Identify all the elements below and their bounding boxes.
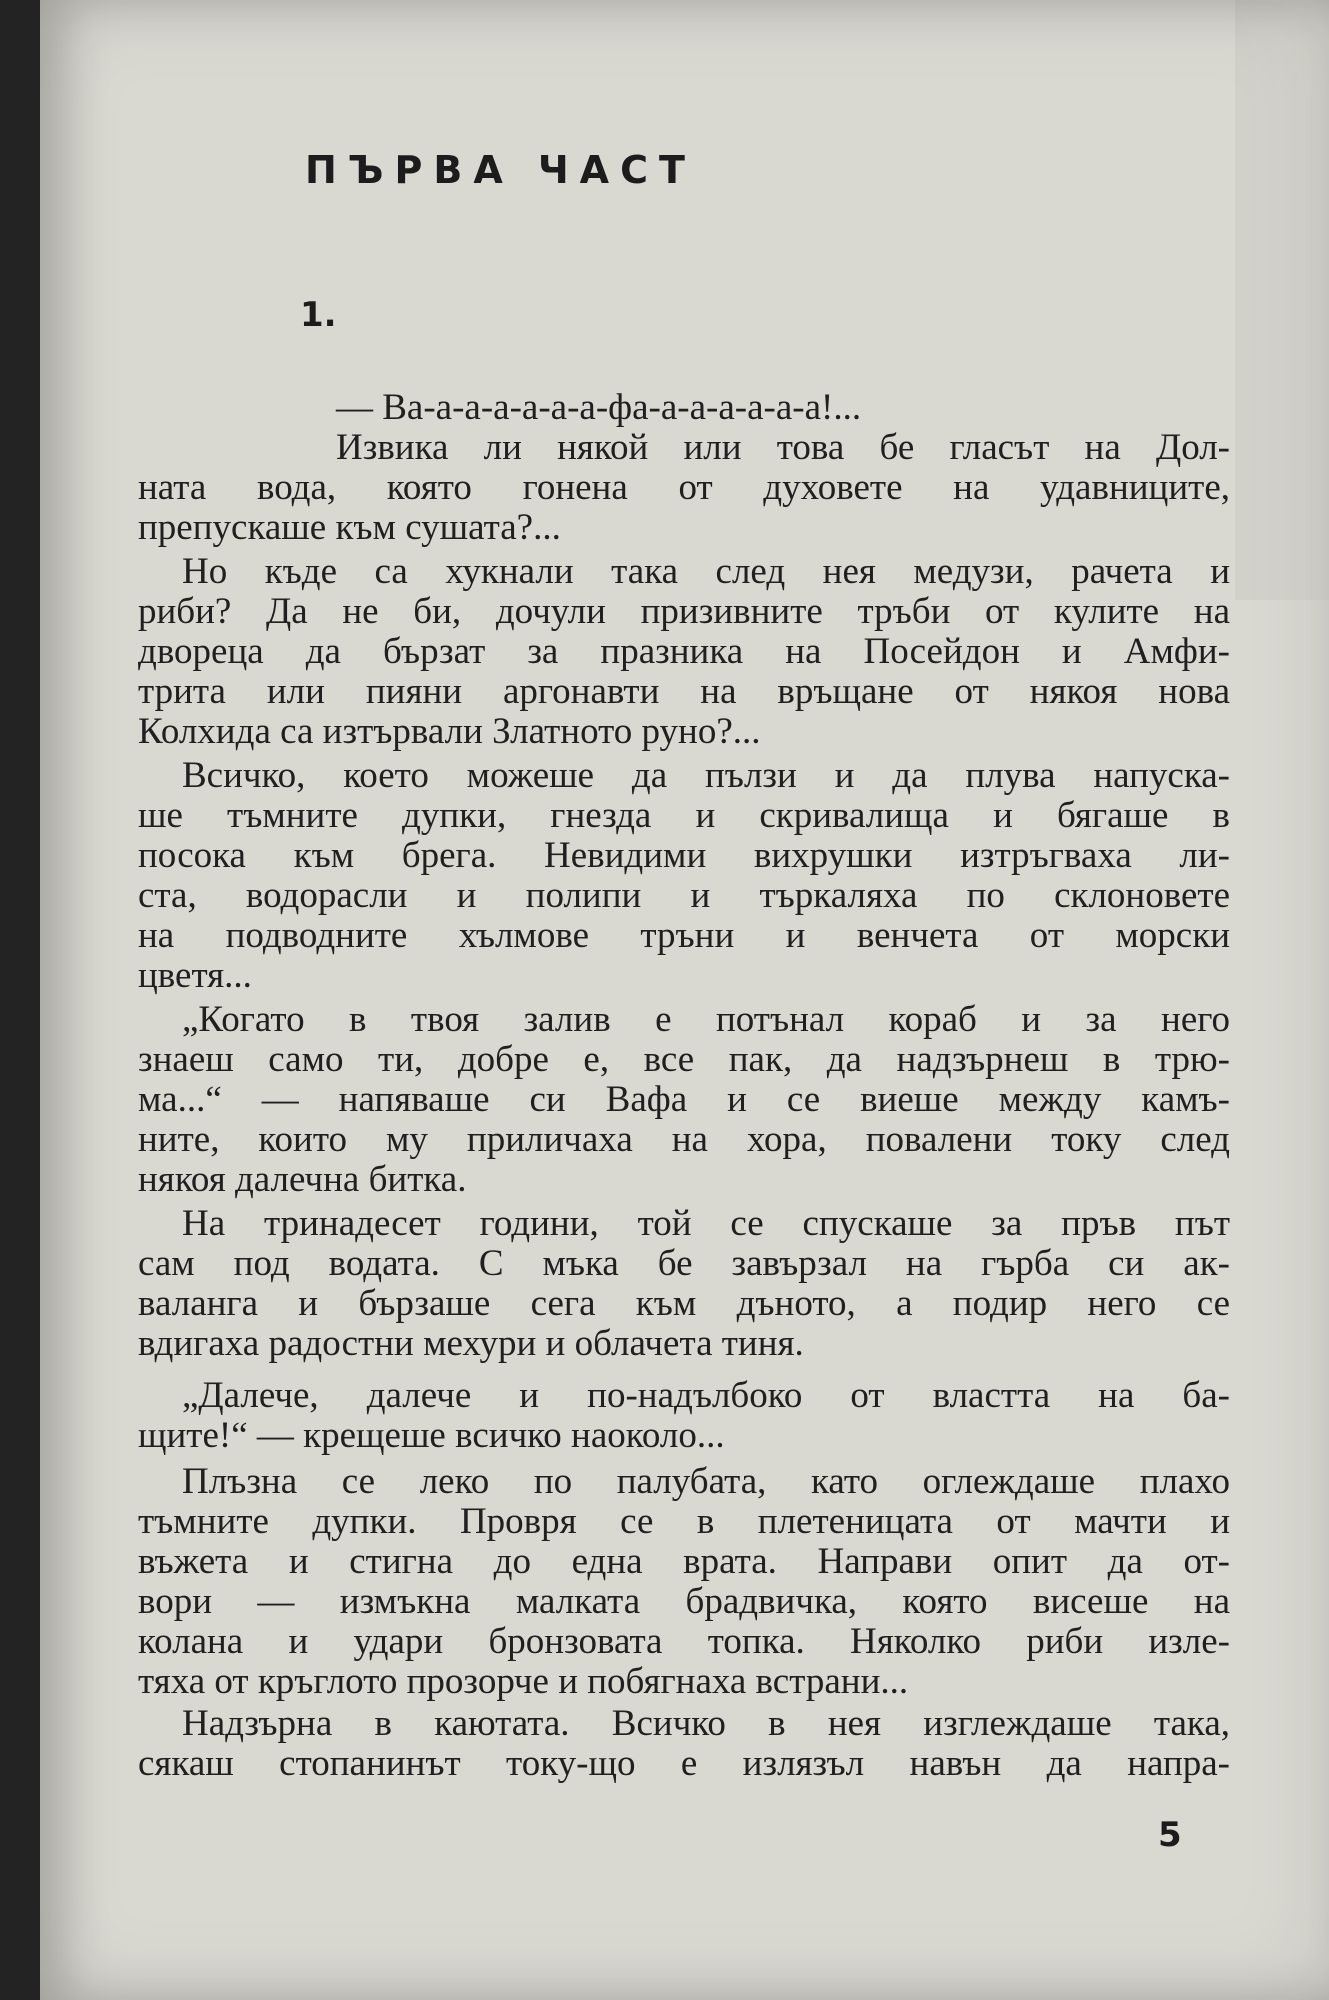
text-line: вори — измъкна малката брадвичка, която висеше на bbox=[138, 1581, 1230, 1622]
text-line: — Ва-а-а-а-а-а-а-фа-а-а-а-а-а-а!... bbox=[336, 387, 862, 428]
text-line: двореца да бързат за празника на Посейдон и Амфи- bbox=[138, 631, 1230, 672]
text-line: Но къде са хукнали така след нея медузи, рачета и bbox=[182, 551, 1230, 592]
text-line: Всичко, което можеше да пълзи и да плува напуска- bbox=[182, 755, 1230, 796]
text-line: „Когато в твоя залив е потънал кораб и за него bbox=[182, 999, 1230, 1040]
page-number: 5 bbox=[1158, 1815, 1182, 1855]
text-line: риби? Да не би, дочули призивните тръби от кулите на bbox=[138, 591, 1230, 632]
text-line: „Далече, далече и по-надълбоко от властта на ба- bbox=[182, 1375, 1230, 1416]
text-line: Извика ли някой или това бе гласът на Дол- bbox=[336, 427, 1230, 468]
text-line: ше тъмните дупки, гнезда и скривалища и бягаше в bbox=[138, 795, 1230, 836]
text-line: На тринадесет години, той се спускаше за пръв път bbox=[182, 1203, 1230, 1244]
text-line: сам под водата. С мъка бе завързал на гърба си ак- bbox=[138, 1243, 1230, 1284]
text-line: някоя далечна битка. bbox=[138, 1159, 467, 1200]
text-line: ста, водорасли и полипи и търкаляха по склоновете bbox=[138, 875, 1230, 916]
part-title: ПЪРВА ЧАСТ bbox=[305, 148, 696, 192]
text-line: на подводните хълмове тръни и венчета от морски bbox=[138, 915, 1230, 956]
text-line: колана и удари бронзовата топка. Няколко риби изле- bbox=[138, 1621, 1230, 1662]
text-line: препускаше към сушата?... bbox=[138, 507, 561, 548]
text-line: Плъзна се леко по палубата, като оглеждаше плахо bbox=[182, 1461, 1230, 1502]
page-edge-shadow bbox=[1235, 0, 1329, 600]
text-line: Колхида са изтървали Златното руно?... bbox=[138, 711, 761, 752]
text-line: ма...“ — напяваше си Вафа и се виеше между камъ- bbox=[138, 1079, 1230, 1120]
text-line: ните, които му приличаха на хора, повалени току след bbox=[138, 1119, 1230, 1160]
text-line: Надзърна в каютата. Всичко в нея изглеждаше така, bbox=[182, 1703, 1230, 1744]
text-line: валанга и бързаше сега към дъното, а подир него се bbox=[138, 1283, 1230, 1324]
text-line: ната вода, която гонена от духовете на удавниците, bbox=[138, 467, 1230, 508]
text-line: тъмните дупки. Провря се в плетеницата от мачти и bbox=[138, 1501, 1230, 1542]
text-line: вдигаха радостни мехури и облачета тиня. bbox=[138, 1323, 804, 1364]
text-line: трита или пияни аргонавти на връщане от някоя нова bbox=[138, 671, 1230, 712]
text-line: цветя... bbox=[138, 955, 252, 996]
text-line: въжета и стигна до една врата. Направи опит да от- bbox=[138, 1541, 1230, 1582]
text-line: знаеш само ти, добре е, все пак, да надзърнеш в трю- bbox=[138, 1039, 1230, 1080]
text-line: щите!“ — крещеше всичко наоколо... bbox=[138, 1415, 725, 1456]
book-page bbox=[40, 0, 1329, 2000]
text-line: сякаш стопанинът току-що е излязъл навън да напра- bbox=[138, 1743, 1230, 1784]
text-line: посока към брега. Невидими вихрушки изтръгваха ли- bbox=[138, 835, 1230, 876]
text-line: тяха от кръглото прозорче и побягнаха встрани... bbox=[138, 1661, 909, 1702]
chapter-number: 1. bbox=[300, 295, 337, 335]
